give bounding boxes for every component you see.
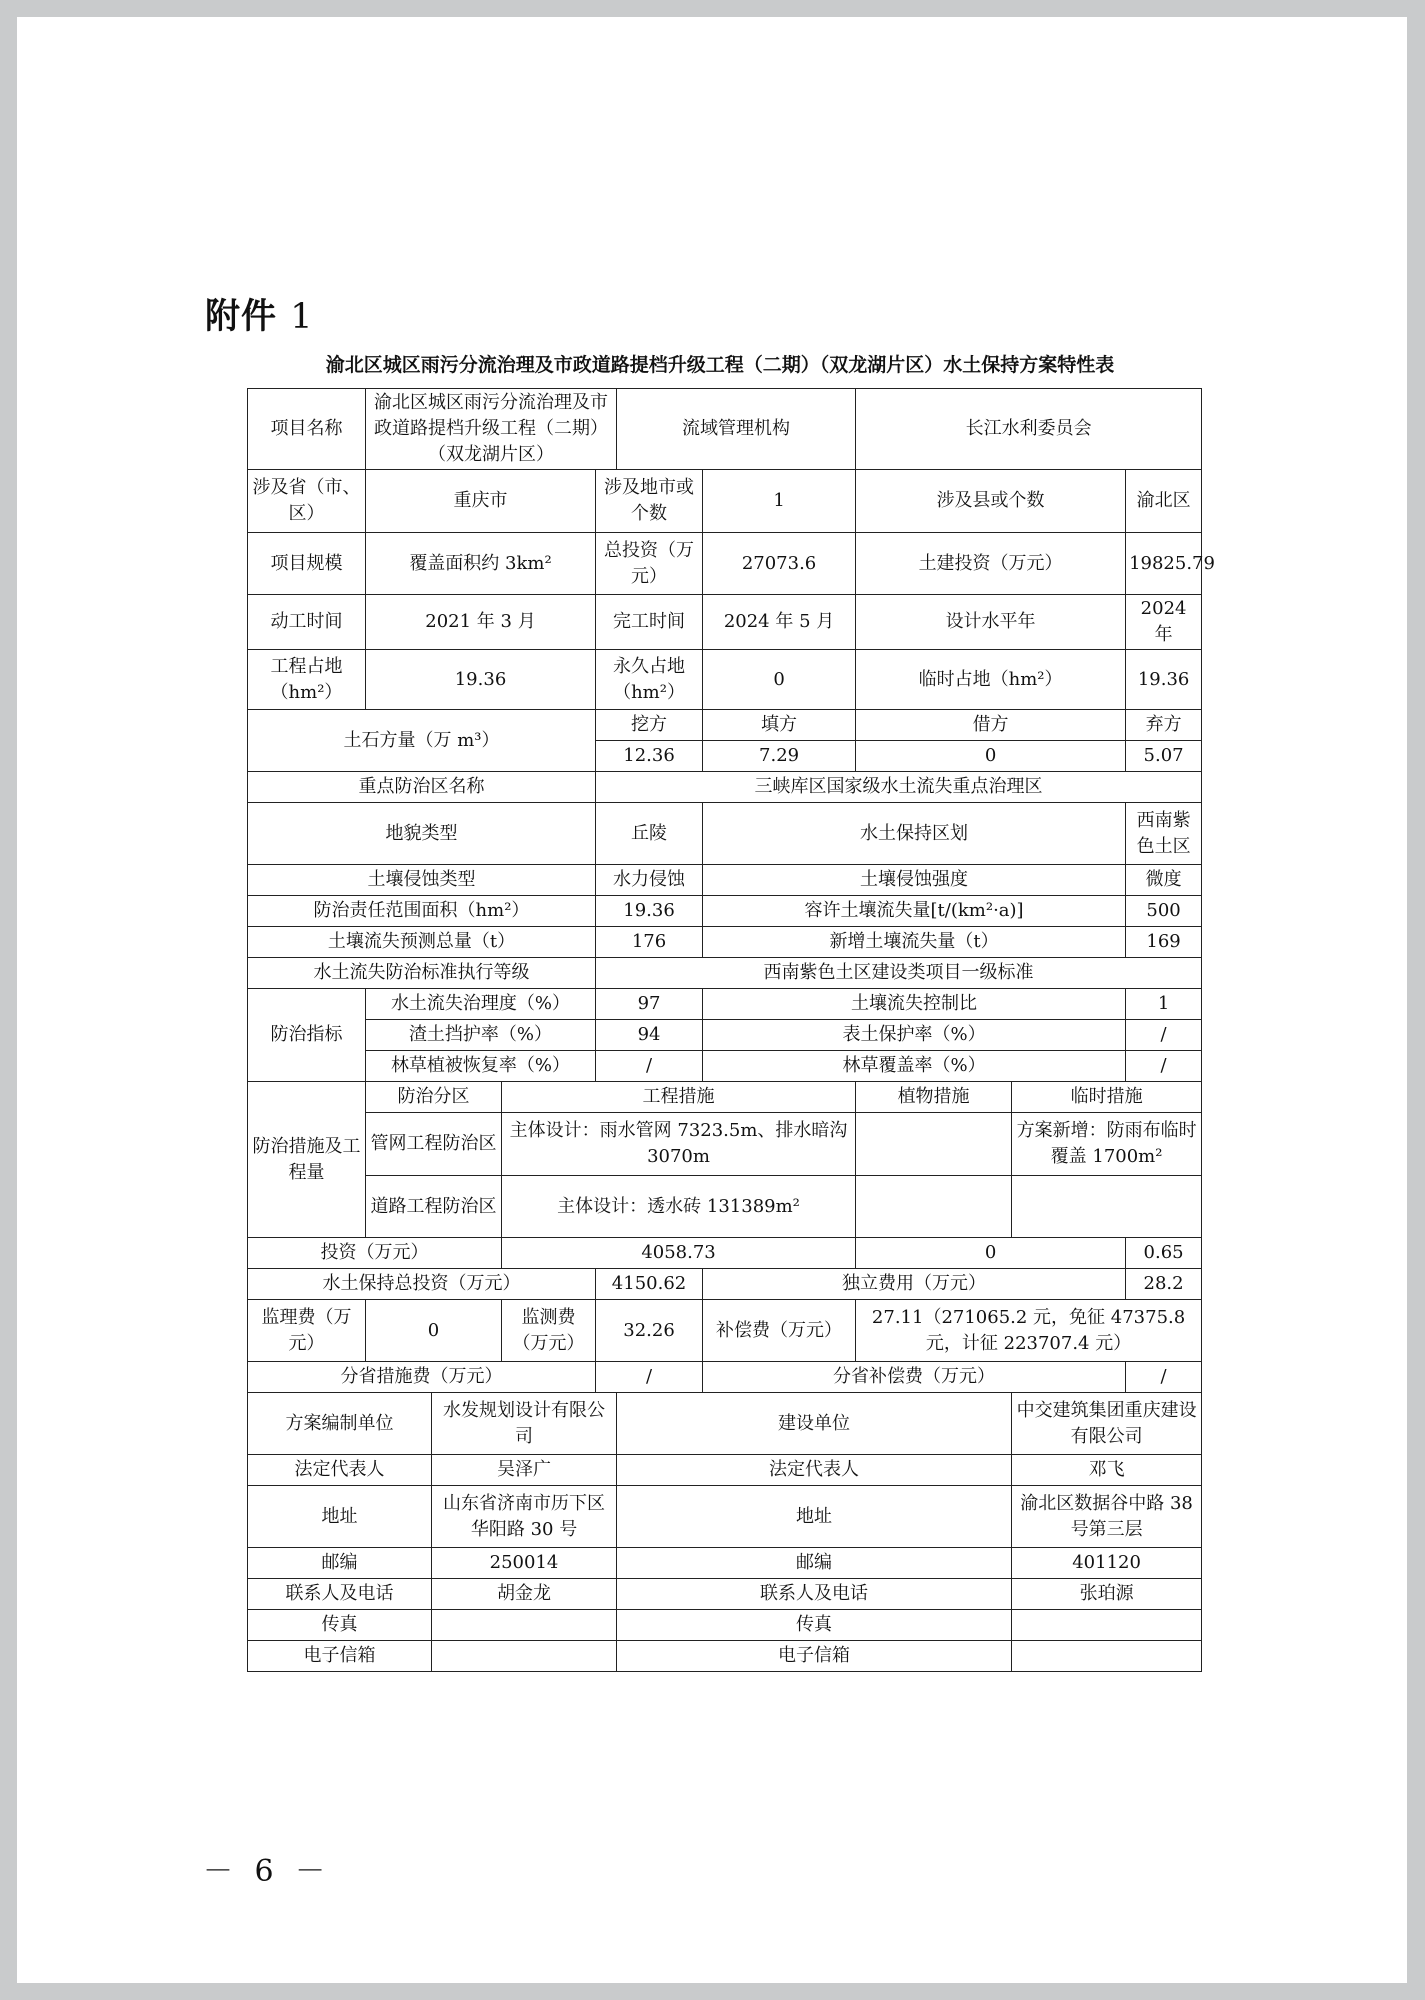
cell-header: 填方 bbox=[703, 710, 856, 741]
cell-value: 27073.6 bbox=[703, 533, 856, 595]
cell-value: 0 bbox=[366, 1300, 502, 1362]
cell-value: 19.36 bbox=[1126, 650, 1202, 710]
cell-label: 总投资（万元） bbox=[596, 533, 703, 595]
cell-value: 0 bbox=[856, 741, 1126, 772]
table-row bbox=[248, 896, 1202, 927]
cell-value bbox=[1012, 1641, 1202, 1672]
cell-value: 2024 年 bbox=[1126, 595, 1202, 650]
cell-label: 地址 bbox=[248, 1486, 432, 1548]
cell-label: 防治指标 bbox=[248, 989, 366, 1082]
cell-label: 管网工程防治区 bbox=[366, 1113, 502, 1176]
table-row bbox=[248, 989, 1202, 1020]
table-row bbox=[248, 1238, 1202, 1269]
cell-value: 张珀源 bbox=[1012, 1579, 1202, 1610]
cell-value bbox=[432, 1641, 617, 1672]
cell-label: 分省补偿费（万元） bbox=[703, 1362, 1126, 1393]
table-row bbox=[248, 772, 1202, 803]
table-row bbox=[248, 389, 1202, 470]
cell-value: 主体设计：透水砖 131389m² bbox=[502, 1176, 856, 1238]
cell-label: 项目名称 bbox=[248, 389, 366, 470]
cell-label: 水土保持区划 bbox=[703, 803, 1126, 865]
cell-label: 土壤侵蚀强度 bbox=[703, 865, 1126, 896]
cell-label: 涉及省（市、区） bbox=[248, 470, 366, 533]
cell-value: 2024 年 5 月 bbox=[703, 595, 856, 650]
cell-value: / bbox=[1126, 1362, 1202, 1393]
table-row bbox=[248, 1082, 1202, 1113]
cell-value: 0.65 bbox=[1126, 1238, 1202, 1269]
cell-value: 覆盖面积约 3km² bbox=[366, 533, 596, 595]
cell-value: / bbox=[596, 1362, 703, 1393]
cell-value: 176 bbox=[596, 927, 703, 958]
cell-label: 流域管理机构 bbox=[617, 389, 856, 470]
cell-value bbox=[856, 1113, 1012, 1176]
cell-value: 方案新增：防雨布临时覆盖 1700m² bbox=[1012, 1113, 1202, 1176]
cell-value: 邓飞 bbox=[1012, 1455, 1202, 1486]
cell-value: 250014 bbox=[432, 1548, 617, 1579]
cell-label: 重点防治区名称 bbox=[248, 772, 596, 803]
cell-label: 动工时间 bbox=[248, 595, 366, 650]
cell-header: 借方 bbox=[856, 710, 1126, 741]
cell-value: 169 bbox=[1126, 927, 1202, 958]
cell-value: 水力侵蚀 bbox=[596, 865, 703, 896]
cell-value bbox=[856, 1176, 1012, 1238]
cell-header: 工程措施 bbox=[502, 1082, 856, 1113]
cell-value: 500 bbox=[1126, 896, 1202, 927]
page-number: － 6 － bbox=[203, 1854, 332, 1889]
cell-label: 水土流失防治标准执行等级 bbox=[248, 958, 596, 989]
cell-header: 临时措施 bbox=[1012, 1082, 1202, 1113]
table-title: 渝北区城区雨污分流治理及市政道路提档升级工程（二期）（双龙湖片区）水土保持方案特性表 bbox=[325, 354, 1115, 376]
cell-value: 19.36 bbox=[366, 650, 596, 710]
table-row bbox=[248, 533, 1202, 595]
cell-value: / bbox=[1126, 1020, 1202, 1051]
cell-value: 丘陵 bbox=[596, 803, 703, 865]
cell-value: 4058.73 bbox=[502, 1238, 856, 1269]
table-row bbox=[248, 1269, 1202, 1300]
cell-label: 补偿费（万元） bbox=[703, 1300, 856, 1362]
cell-label: 水土保持总投资（万元） bbox=[248, 1269, 596, 1300]
cell-label: 法定代表人 bbox=[248, 1455, 432, 1486]
cell-label: 林草覆盖率（%） bbox=[703, 1051, 1126, 1082]
attachment-label: 附件 bbox=[205, 296, 278, 337]
cell-label: 道路工程防治区 bbox=[366, 1176, 502, 1238]
cell-label: 监理费（万元） bbox=[248, 1300, 366, 1362]
table-row bbox=[248, 1051, 1202, 1082]
cell-value: 4150.62 bbox=[596, 1269, 703, 1300]
cell-value: 主体设计：雨水管网 7323.5m、排水暗沟 3070m bbox=[502, 1113, 856, 1176]
cell-value: 中交建筑集团重庆建设有限公司 bbox=[1012, 1393, 1202, 1455]
cell-label: 新增土壤流失量（t） bbox=[703, 927, 1126, 958]
cell-value: 28.2 bbox=[1126, 1269, 1202, 1300]
cell-label: 邮编 bbox=[617, 1548, 1012, 1579]
characteristics-table bbox=[247, 388, 1215, 1672]
cell-value: 32.26 bbox=[596, 1300, 703, 1362]
cell-value: 渝北区城区雨污分流治理及市政道路提档升级工程（二期）（双龙湖片区） bbox=[366, 389, 617, 470]
cell-label: 防治措施及工程量 bbox=[248, 1082, 366, 1238]
table-row bbox=[248, 927, 1202, 958]
table-row bbox=[248, 1610, 1202, 1641]
cell-label: 土壤流失控制比 bbox=[703, 989, 1126, 1020]
cell-value: 山东省济南市历下区华阳路 30 号 bbox=[432, 1486, 617, 1548]
cell-label: 容许土壤流失量[t/(km²·a)] bbox=[703, 896, 1126, 927]
table-row bbox=[248, 710, 1202, 741]
cell-value: 吴泽广 bbox=[432, 1455, 617, 1486]
cell-label: 林草植被恢复率（%） bbox=[366, 1051, 596, 1082]
cell-value: 长江水利委员会 bbox=[856, 389, 1202, 470]
cell-label: 电子信箱 bbox=[617, 1641, 1012, 1672]
cell-label: 地貌类型 bbox=[248, 803, 596, 865]
cell-header: 挖方 bbox=[596, 710, 703, 741]
cell-value: 19.36 bbox=[596, 896, 703, 927]
table-row bbox=[248, 1300, 1202, 1362]
table-row bbox=[248, 650, 1202, 710]
cell-label: 表土保护率（%） bbox=[703, 1020, 1126, 1051]
table-row bbox=[248, 1579, 1202, 1610]
cell-label: 联系人及电话 bbox=[248, 1579, 432, 1610]
cell-value: 0 bbox=[703, 650, 856, 710]
cell-label: 传真 bbox=[617, 1610, 1012, 1641]
table-row bbox=[248, 1548, 1202, 1579]
cell-value: 27.11（271065.2 元，免征 47375.8 元，计征 223707.4 元） bbox=[856, 1300, 1202, 1362]
cell-value: 重庆市 bbox=[366, 470, 596, 533]
cell-label: 临时占地（hm²） bbox=[856, 650, 1126, 710]
table-row bbox=[248, 1393, 1202, 1455]
table-row bbox=[248, 470, 1202, 533]
cell-value: 5.07 bbox=[1126, 741, 1202, 772]
cell-value: 西南紫色土区建设类项目一级标准 bbox=[596, 958, 1202, 989]
cell-label: 投资（万元） bbox=[248, 1238, 502, 1269]
cell-label: 土建投资（万元） bbox=[856, 533, 1126, 595]
cell-label: 渣土挡护率（%） bbox=[366, 1020, 596, 1051]
cell-value: 94 bbox=[596, 1020, 703, 1051]
cell-value: 7.29 bbox=[703, 741, 856, 772]
cell-value: 2021 年 3 月 bbox=[366, 595, 596, 650]
cell-value: / bbox=[596, 1051, 703, 1082]
cell-label: 地址 bbox=[617, 1486, 1012, 1548]
cell-value: 97 bbox=[596, 989, 703, 1020]
cell-value: 三峡库区国家级水土流失重点治理区 bbox=[596, 772, 1202, 803]
cell-label: 设计水平年 bbox=[856, 595, 1126, 650]
cell-value: 渝北区数据谷中路 38 号第三层 bbox=[1012, 1486, 1202, 1548]
cell-value: 水发规划设计有限公司 bbox=[432, 1393, 617, 1455]
cell-label: 永久占地（hm²） bbox=[596, 650, 703, 710]
cell-header: 植物措施 bbox=[856, 1082, 1012, 1113]
cell-header: 防治分区 bbox=[366, 1082, 502, 1113]
cell-label: 水土流失治理度（%） bbox=[366, 989, 596, 1020]
table-row bbox=[248, 1176, 1202, 1238]
cell-label: 邮编 bbox=[248, 1548, 432, 1579]
table-row bbox=[248, 1486, 1202, 1548]
cell-value: 微度 bbox=[1126, 865, 1202, 896]
cell-value bbox=[1012, 1610, 1202, 1641]
cell-value bbox=[1012, 1176, 1202, 1238]
table-row bbox=[248, 1641, 1202, 1672]
cell-label: 完工时间 bbox=[596, 595, 703, 650]
cell-label: 土石方量（万 m³） bbox=[248, 710, 596, 772]
table-row bbox=[248, 958, 1202, 989]
cell-value: 19825.79 bbox=[1126, 533, 1202, 595]
cell-value: 胡金龙 bbox=[432, 1579, 617, 1610]
cell-label: 建设单位 bbox=[617, 1393, 1012, 1455]
cell-label: 防治责任范围面积（hm²） bbox=[248, 896, 596, 927]
cell-label: 土壤侵蚀类型 bbox=[248, 865, 596, 896]
cell-value: / bbox=[1126, 1051, 1202, 1082]
cell-label: 分省措施费（万元） bbox=[248, 1362, 596, 1393]
cell-value: 1 bbox=[1126, 989, 1202, 1020]
cell-value bbox=[432, 1610, 617, 1641]
cell-header: 弃方 bbox=[1126, 710, 1202, 741]
cell-value: 0 bbox=[856, 1238, 1126, 1269]
cell-value: 12.36 bbox=[596, 741, 703, 772]
cell-label: 电子信箱 bbox=[248, 1641, 432, 1672]
cell-label: 联系人及电话 bbox=[617, 1579, 1012, 1610]
cell-value: 西南紫色土区 bbox=[1126, 803, 1202, 865]
cell-label: 法定代表人 bbox=[617, 1455, 1012, 1486]
table-row bbox=[248, 1455, 1202, 1486]
cell-value: 渝北区 bbox=[1126, 470, 1202, 533]
cell-label: 传真 bbox=[248, 1610, 432, 1641]
cell-label: 土壤流失预测总量（t） bbox=[248, 927, 596, 958]
cell-label: 监测费（万元） bbox=[502, 1300, 596, 1362]
table-row bbox=[248, 1362, 1202, 1393]
table-row bbox=[248, 1020, 1202, 1051]
attachment-heading bbox=[205, 289, 313, 339]
cell-label: 涉及地市或个数 bbox=[596, 470, 703, 533]
cell-label: 项目规模 bbox=[248, 533, 366, 595]
cell-label: 独立费用（万元） bbox=[703, 1269, 1126, 1300]
attachment-number: 1 bbox=[290, 297, 314, 337]
table-row bbox=[248, 595, 1202, 650]
cell-label: 方案编制单位 bbox=[248, 1393, 432, 1455]
cell-value: 1 bbox=[703, 470, 856, 533]
table-row bbox=[248, 1113, 1202, 1176]
table-row bbox=[248, 865, 1202, 896]
cell-label: 工程占地（hm²） bbox=[248, 650, 366, 710]
cell-value: 401120 bbox=[1012, 1548, 1202, 1579]
table-row bbox=[248, 803, 1202, 865]
cell-label: 涉及县或个数 bbox=[856, 470, 1126, 533]
